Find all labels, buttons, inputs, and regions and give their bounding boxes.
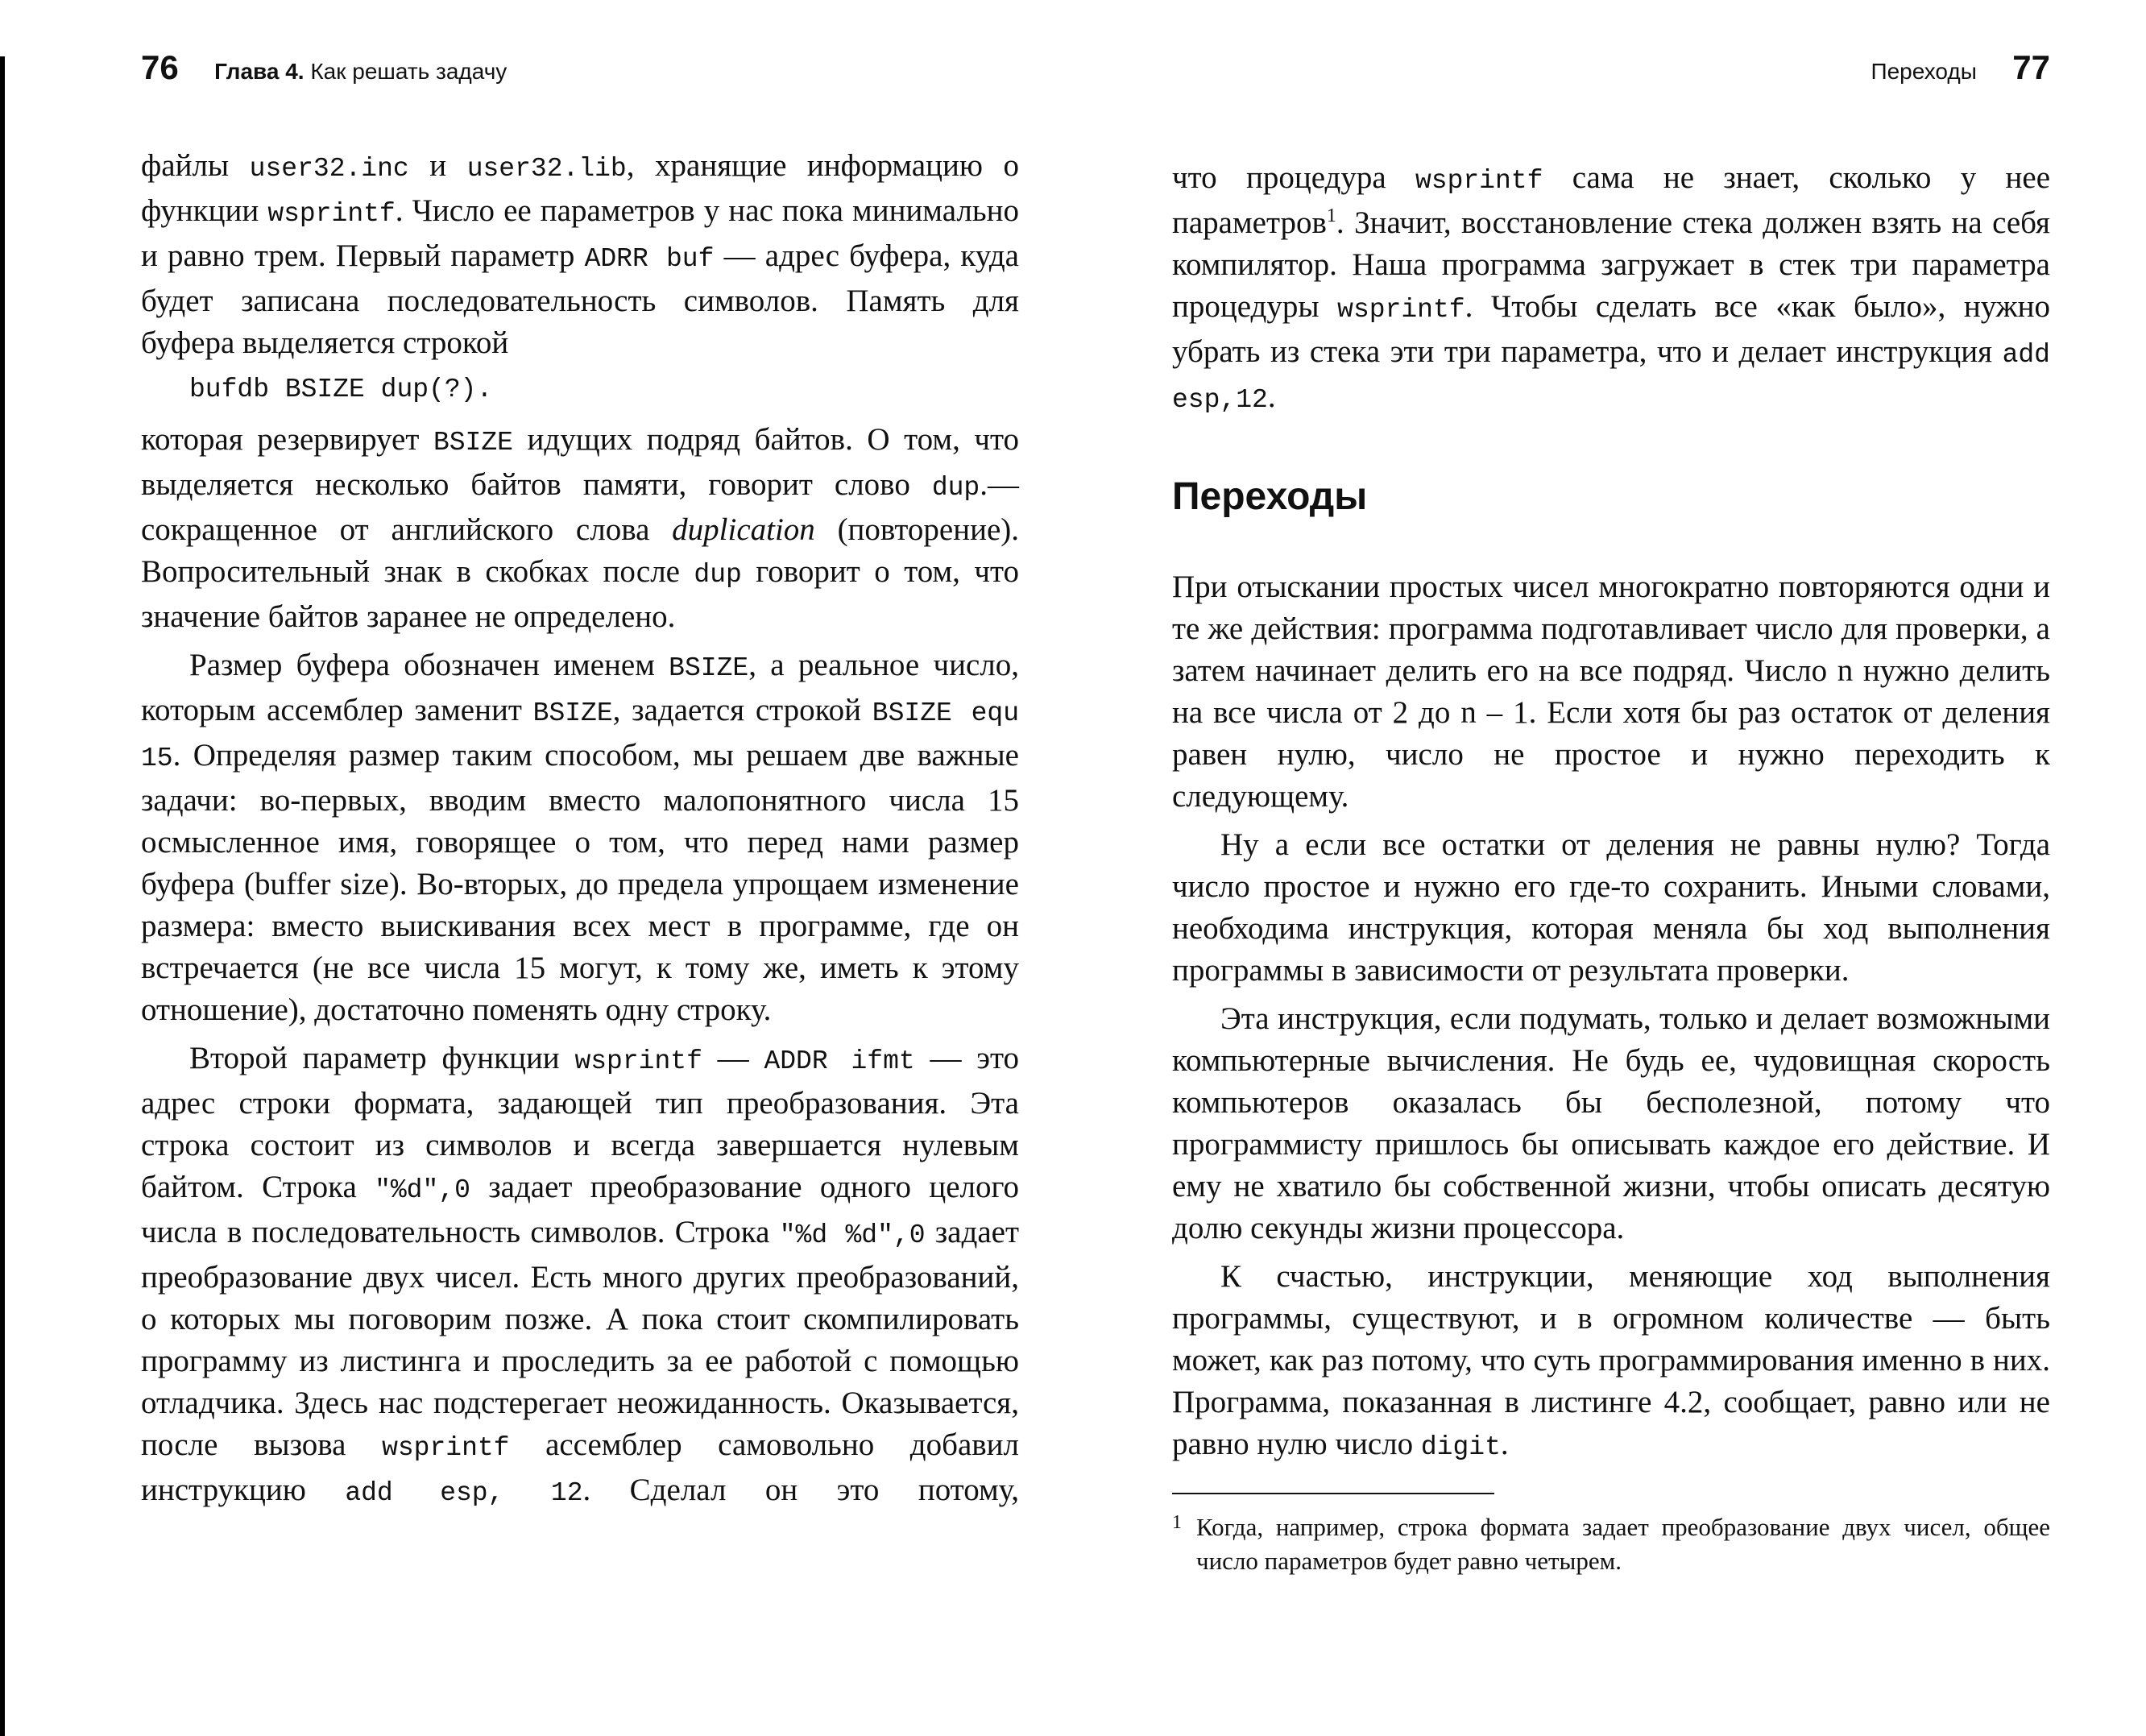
chapter-title: Как решать задачу: [310, 59, 508, 84]
code-token: BSIZE: [532, 698, 613, 728]
code-token: wsprintf: [1415, 166, 1543, 196]
code-token: wsprintf: [1337, 295, 1465, 325]
footnote-divider: [1172, 1493, 1494, 1494]
code-token: user32.inc: [249, 154, 409, 184]
paragraph: Эта инструкция, если подумать, только и делает возможными компьютерные вычисления. Не будь ее, чудовищная скорость компьютеров оказалась бы бесполезной, потому что программисту пришлось бы описывать каждое его действие. И ему не хватило бы собственной жизни, чтобы описать десятую долю секунды жизни процессора.: [1172, 1001, 2050, 1245]
paragraph: что процедура wsprintf сама не знает, сколько у нее параметров$^1$. Значит, восстановление стека должен взять на себя компилятор. Наша программа загружает в стек три параметра процедуры wsprintf. Чтобы сделать все «как было», нужно убрать из стека эти три параметра, что и делает инструкция add esp,12.: [1172, 160, 2050, 415]
paragraph: Размер буфера обозначен именем BSIZE, а реальное число, которым ассемблер заменит BSIZE, задается строкой BSIZE equ 15. Определяя размер таким способом, мы решаем две важные задачи: во-первых, вводим вместо малопонятного числа 15 осмысленное имя, говорящее о том, что перед нами размер буфера (buffer size). Во-вторых, до предела упрощаем изменение размера: вместо выискивания всех мест в программе, где он встречается (не все числа 15 могут, к тому же, иметь к этому отношение), достаточно поменять одну строку.: [141, 648, 1020, 1027]
left-running-head: [141, 48, 507, 87]
code-token: wsprintf: [267, 199, 396, 229]
code-token: BSIZE: [433, 428, 513, 458]
footnote-text: Когда, например, строка формата задает преобразование двух чисел, общее число параметров будет равно четырем.: [1196, 1513, 2050, 1575]
code-token: BSIZE: [669, 653, 749, 683]
code-token: BSIZE equ 15: [141, 698, 1020, 773]
code-token: dup: [694, 560, 742, 590]
code-token: "%d",0: [375, 1175, 470, 1205]
code-token: add esp, 12: [345, 1478, 583, 1508]
code-token: add esp,12: [1172, 340, 2050, 415]
left-body: [141, 145, 1019, 1514]
paragraph: При отыскании простых чисел многократно повторяются одни и те же действия: программа подготавливает число для проверки, а затем начинает делить его на все подряд. Число n нужно делить на все числа от 2 до n – 1. Если хотя бы раз остаток от деления равен нулю, число не простое и нужно переходить к следующему.: [1172, 570, 2050, 814]
page-number-left: 76: [141, 48, 179, 86]
footnote: [1172, 1510, 2050, 1578]
code-token: dup: [931, 473, 980, 503]
code-token: wsprintf: [574, 1046, 702, 1076]
chapter-label: Глава 4.: [214, 59, 304, 84]
running-title: Переходы: [1870, 59, 1977, 84]
code-token: user32.lib: [466, 154, 627, 184]
paragraph: которая резервирует BSIZE идущих подряд байтов. О том, что выделяется несколько байтов памяти, говорит слово dup.— сокращенное от английского слова duplication (повторение). Вопросительный знак в скобках после dup говорит о том, что значение байтов заранее не определено.: [141, 422, 1020, 634]
right-body: [1172, 157, 2050, 1578]
code-token: digit: [1420, 1432, 1501, 1462]
code-token: "%d %d",0: [779, 1220, 926, 1250]
paragraph: файлы user32.inc и user32.lib, хранящие информацию о функции wsprintf. Число ее параметров у нас пока минимально и равно трем. Первый параметр ADRR buf — адрес буфера, куда будет записана последовательность символов. Память для буфера выделяется строкой: [141, 148, 1020, 360]
code-token: ADDR ifmt: [764, 1046, 915, 1076]
code-line: bufdb BSIZE dup(?).: [189, 375, 493, 404]
paragraph: Второй параметр функции wsprintf — ADDR ifmt — это адрес строки формата, задающей тип преобразования. Эта строка состоит из символов и всегда завершается нулевым байтом. Строка "%d",0 задает преобразование одного целого числа в последовательность символов. Строка "%d %d",0 задает преобразование двух чисел. Есть много других преобразований, о которых мы поговорим позже. А пока стоит скомпилировать программу из листинга и проследить за ее работой с помощью отладчика. Здесь нас подстерегает неожиданность. Оказывается, после вызова wsprintf ассемблер самовольно добавил инструкцию add esp, 12. Сделал он это потому,: [141, 1041, 1020, 1508]
footnote-mark: 1: [1172, 1512, 1182, 1533]
emphasis: duplication: [672, 512, 815, 547]
code-token: ADRR buf: [584, 244, 715, 274]
right-running-head: [1870, 48, 2050, 87]
paragraph: К счастью, инструкции, меняющие ход выполнения программы, существуют, и в огромном количестве — быть может, как раз потому, что суть программирования именно в них. Программа, показанная в листинге 4.2, сообщает, равно или не равно нулю число digit.: [1172, 1259, 2050, 1462]
page-number-right: 77: [2012, 48, 2050, 86]
scan-edge-line: [0, 56, 5, 1736]
section-heading: Переходы: [1172, 475, 1368, 518]
footnote-ref: 1: [1326, 205, 1336, 226]
code-token: wsprintf: [382, 1433, 510, 1463]
paragraph: Ну а если все остатки от деления не равны нулю? Тогда число простое и нужно его где-то сохранить. Иными словами, необходима инструкция, которая меняла бы ход выполнения программы в зависимости от результата проверки.: [1172, 827, 2050, 988]
